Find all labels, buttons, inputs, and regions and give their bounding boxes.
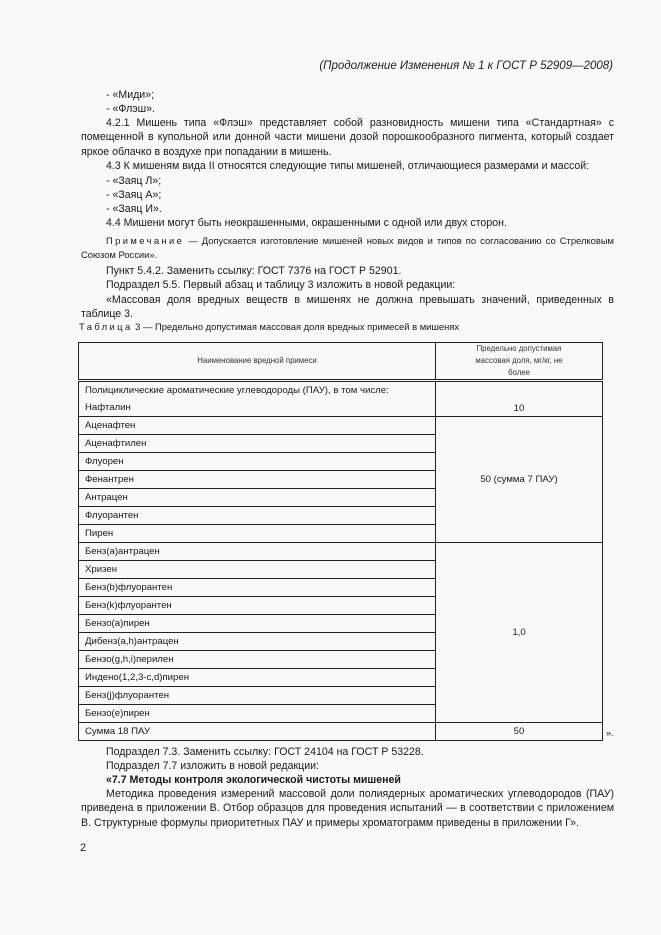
table-cell-value: 10 (436, 381, 603, 417)
table-caption-label: Таблица (79, 321, 133, 332)
paragraph-7-3: Подраздел 7.3. Заменить ссылку: ГОСТ 24104 на ГОСТ Р 53228. (106, 746, 424, 758)
table-row (79, 543, 603, 561)
note (81, 234, 614, 262)
table-cell-name: Хризен (79, 561, 436, 579)
note-text: — Допускается изготовление мишеней новых видов и типов по согласованию со Стрелковым Союзом России». (81, 235, 614, 260)
paragraph-4-4: 4.4 Мишени могут быть неокрашенными, окрашенными с одной или двух сторон. (106, 217, 507, 229)
column-header: Предельно допустимая массовая доля, мг/кг, не более (436, 343, 603, 381)
paragraph-4-3: 4.3 К мишеням вида II относятся следующие типы мишеней, отличающиеся размерами и массой: (106, 160, 590, 172)
table-cell-name: Нафталин (79, 399, 436, 417)
column-header: Наименование вредной примеси (79, 343, 436, 381)
running-header: (Продолжение Изменения № 1 к ГОСТ Р 52909—2008) (319, 60, 613, 72)
table-cell-name: Полициклические ароматические углеводороды (ПАУ), в том числе: (79, 381, 436, 400)
table-cell-name: Бензо(а)пирен (79, 615, 436, 633)
table-caption (79, 321, 459, 332)
table-cell-name: Бенз(b)флуорантен (79, 579, 436, 597)
table-cell-name: Сумма 18 ПАУ (79, 723, 436, 741)
list-item: - «Заяц И». (106, 203, 162, 215)
list-item: - «Заяц А»; (106, 189, 162, 201)
table-cell-name: Аценафтилен (79, 435, 436, 453)
table-cell-name: Фенантрен (79, 471, 436, 489)
note-label: Примечание (106, 235, 185, 246)
table-cell-name: Бензо(е)пирен (79, 705, 436, 723)
section-title-7-7: «7.7 Методы контроля экологической чистоты мишеней (106, 774, 401, 786)
paragraph-4-2-1: 4.2.1 Мишень типа «Флэш» представляет собой разновидность мишени типа «Стандартная» с помещенной в купольной или донной части мишени дозой порошкообразного пигмента, который создает яркое облачко в воздухе при попадании в мишень. (81, 117, 614, 158)
table-row-total (79, 723, 603, 741)
table-cell-name: Бенз(а)антрацен (79, 543, 436, 561)
page-number: 2 (80, 842, 87, 854)
table-cell-name: Бензо(g,h,i)перилен (79, 651, 436, 669)
table-cell-name: Антрацен (79, 489, 436, 507)
table-cell-name: Дибенз(a,h)антрацен (79, 633, 436, 651)
table-cell-value: 50 (сумма 7 ПАУ) (436, 417, 603, 543)
table-cell-name: Пирен (79, 525, 436, 543)
paragraph-5-4-2: Пункт 5.4.2. Заменить ссылку: ГОСТ 7376 на ГОСТ Р 52901. (106, 265, 402, 277)
table-cell-value: 1,0 (436, 543, 603, 723)
list-item: - «Флэш». (106, 103, 155, 115)
table-cell-value: 50 (436, 723, 603, 741)
list-item: - «Миди»; (106, 89, 155, 101)
table-cell-name: Индено(1,2,3-c,d)пирен (79, 669, 436, 687)
table-cell-name: Аценафтен (79, 417, 436, 435)
paragraph-7-7: Подраздел 7.7 изложить в новой редакции: (106, 760, 319, 772)
table-row (79, 417, 603, 435)
table-row (79, 381, 603, 400)
table-caption-text: 3 — Предельно допустимая массовая доля вредных примесей в мишенях (132, 321, 460, 332)
table-cell-name: Флуорен (79, 453, 436, 471)
closing-quote: ». (606, 728, 614, 738)
table-cell-name: Флуорантен (79, 507, 436, 525)
paragraph-7-7-text: Методика проведения измерений массовой доли полиядерных ароматических углеводородов (ПАУ) приведена в приложении В. Отбор образцов для проведения испытаний — в соответствии с приложением В. Структурные формулы приоритетных ПАУ и примеры хроматограмм приведены в приложении Г». (81, 788, 614, 829)
paragraph-5-5: Подраздел 5.5. Первый абзац и таблицу 3 изложить в новой редакции: (106, 279, 456, 291)
list-item: - «Заяц Л»; (106, 175, 162, 187)
table-3 (78, 342, 603, 741)
table-cell-name: Бенз(j)флуорантен (79, 687, 436, 705)
table-header-row (79, 343, 603, 381)
paragraph-5-5-quote: «Массовая доля вредных веществ в мишенях не должна превышать значений, приведенных в таблице 3. (81, 294, 614, 321)
table-cell-name: Бенз(k)флуорантен (79, 597, 436, 615)
